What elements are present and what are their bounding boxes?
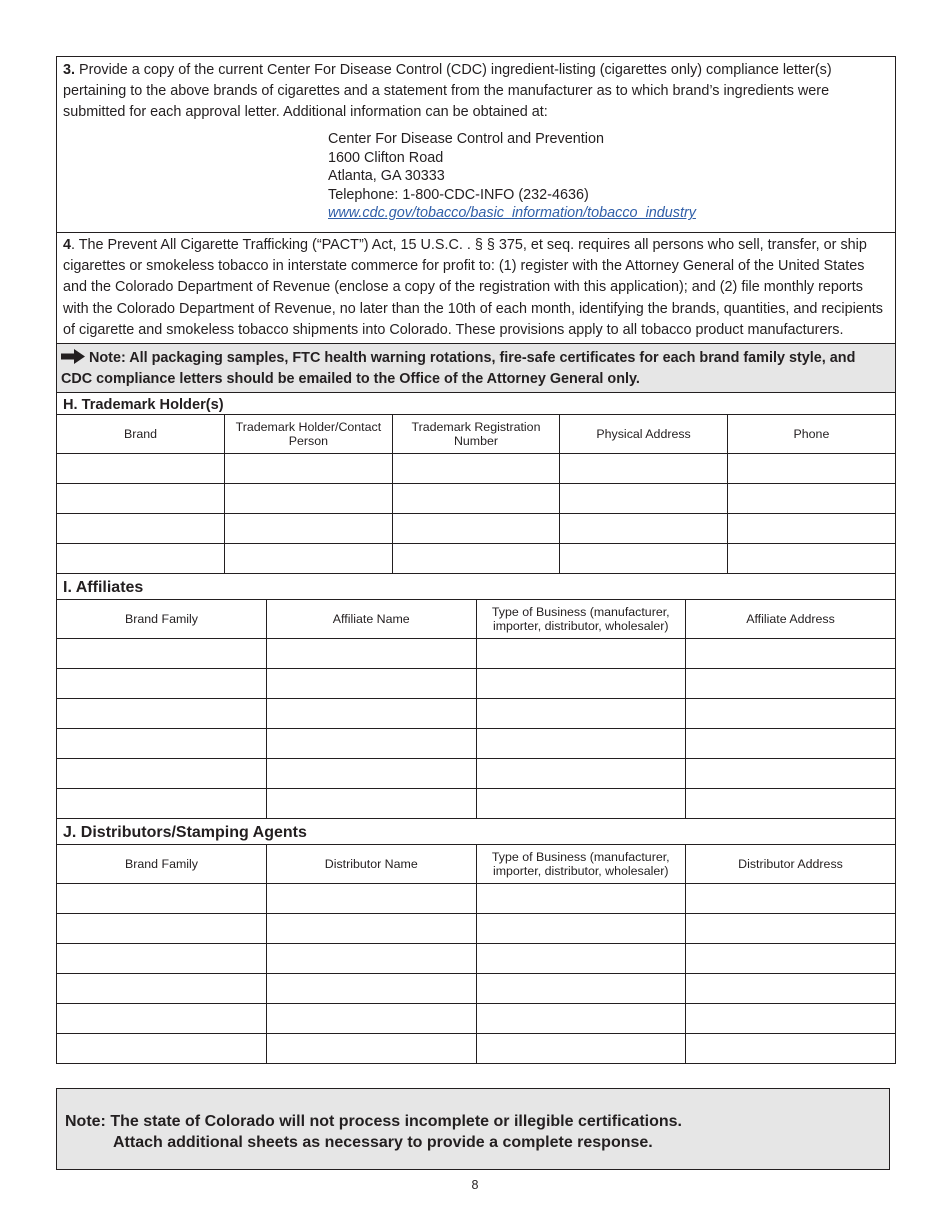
table-cell[interactable] — [57, 513, 225, 543]
table-row — [57, 698, 895, 728]
item-4-text: . The Prevent All Cigarette Trafficking (“PACT”) Act, 15 U.S.C. . § § 375, et seq. requires all persons who sell, transfer, or ship cigarettes or smokeless tobacco in interstate commerce for profit to: (1) register with the Attorney General of the United States and the Colorado Department of Revenue (enclose a copy of the registration with this application); and (2) file monthly reports with the Colorado Department of Revenue, no later than the 10th of each month, identifying the brands, quantities, and recipients of cigarette and smokeless tobacco shipments into Colorado. These provisions apply to all tobacco product manufacturers. — [63, 236, 883, 338]
col-header-trademark-holder: Trademark Holder/Contact Person — [225, 415, 393, 454]
table-row — [57, 1033, 895, 1063]
note-line1: Note: The state of Colorado will not process incomplete or illegible certifications. — [65, 1113, 682, 1130]
table-cell[interactable] — [267, 973, 477, 1003]
table-row — [57, 943, 895, 973]
table-cell[interactable] — [57, 943, 267, 973]
table-cell[interactable] — [267, 728, 477, 758]
table-row — [57, 788, 895, 818]
note-line2: Attach additional sheets as necessary to provide a complete response. — [113, 1134, 653, 1151]
table-cell[interactable] — [57, 973, 267, 1003]
item-3-section — [57, 57, 895, 233]
table-header-row — [57, 845, 895, 884]
table-row — [57, 668, 895, 698]
col-header-phone: Phone — [727, 415, 895, 454]
table-cell[interactable] — [686, 883, 896, 913]
table-cell[interactable] — [225, 513, 393, 543]
table-cell[interactable] — [392, 483, 560, 513]
table-cell[interactable] — [57, 1033, 267, 1063]
table-cell[interactable] — [267, 788, 477, 818]
table-cell[interactable] — [686, 1003, 896, 1033]
email-note-text: Note: All packaging samples, FTC health warning rotations, fire-safe certificates for each brand family style, and CDC compliance letters should be emailed to the Office of the Attorney General only. — [61, 349, 856, 387]
table-cell[interactable] — [57, 483, 225, 513]
table-cell[interactable] — [560, 513, 728, 543]
col-header-brand-family: Brand Family — [57, 600, 267, 639]
table-row — [57, 973, 895, 1003]
table-row — [57, 513, 895, 543]
table-cell[interactable] — [686, 638, 896, 668]
table-cell[interactable] — [57, 728, 267, 758]
table-row — [57, 483, 895, 513]
table-cell[interactable] — [476, 668, 686, 698]
table-cell[interactable] — [267, 913, 477, 943]
table-cell[interactable] — [225, 453, 393, 483]
item-3-paragraph — [63, 60, 889, 123]
table-cell[interactable] — [686, 698, 896, 728]
cdc-address-line3: Atlanta, GA 30333 — [328, 168, 445, 185]
table-cell[interactable] — [476, 913, 686, 943]
table-cell[interactable] — [686, 728, 896, 758]
table-cell[interactable] — [686, 788, 896, 818]
section-j-title: J. Distributors/Stamping Agents — [57, 819, 895, 845]
col-header-brand-family: Brand Family — [57, 845, 267, 884]
col-header-distributor-name: Distributor Name — [267, 845, 477, 884]
cdc-address-line1: Center For Disease Control and Prevention — [328, 131, 604, 147]
email-note — [57, 344, 895, 393]
table-cell[interactable] — [57, 668, 267, 698]
table-cell[interactable] — [267, 758, 477, 788]
cdc-address-block — [328, 130, 889, 224]
table-cell[interactable] — [57, 638, 267, 668]
table-cell[interactable] — [686, 758, 896, 788]
table-cell[interactable] — [267, 943, 477, 973]
table-header-row — [57, 415, 895, 454]
incomplete-certification-note — [56, 1088, 890, 1170]
cdc-address-line2: 1600 Clifton Road — [328, 149, 444, 166]
col-header-brand: Brand — [57, 415, 225, 454]
table-row — [57, 883, 895, 913]
table-cell[interactable] — [686, 1033, 896, 1063]
col-header-type-of-business: Type of Business (manufacturer, importer, distributor, wholesaler) — [476, 600, 686, 639]
table-cell[interactable] — [392, 453, 560, 483]
table-cell[interactable] — [267, 668, 477, 698]
table-row — [57, 758, 895, 788]
col-header-affiliate-address: Affiliate Address — [686, 600, 896, 639]
col-header-type-of-business: Type of Business (manufacturer, importer, distributor, wholesaler) — [476, 845, 686, 884]
table-cell[interactable] — [267, 698, 477, 728]
table-cell[interactable] — [686, 668, 896, 698]
table-cell[interactable] — [225, 543, 393, 573]
table-cell[interactable] — [267, 1033, 477, 1063]
table-cell[interactable] — [57, 883, 267, 913]
table-cell[interactable] — [57, 758, 267, 788]
table-cell[interactable] — [225, 483, 393, 513]
right-arrow-icon — [61, 349, 85, 364]
table-row — [57, 728, 895, 758]
table-cell[interactable] — [476, 943, 686, 973]
table-cell[interactable] — [476, 1033, 686, 1063]
col-header-affiliate-name: Affiliate Name — [267, 600, 477, 639]
table-cell[interactable] — [560, 483, 728, 513]
table-cell[interactable] — [560, 453, 728, 483]
table-cell[interactable] — [57, 698, 267, 728]
table-cell[interactable] — [476, 638, 686, 668]
table-row — [57, 543, 895, 573]
table-cell[interactable] — [392, 513, 560, 543]
table-cell[interactable] — [57, 1003, 267, 1033]
table-cell[interactable] — [267, 1003, 477, 1033]
table-cell[interactable] — [476, 788, 686, 818]
page-number: 8 — [471, 1178, 479, 1192]
affiliates-table — [57, 600, 895, 819]
table-cell[interactable] — [727, 543, 895, 573]
table-row — [57, 1003, 895, 1033]
table-row — [57, 453, 895, 483]
trademark-holders-table — [57, 415, 895, 574]
table-cell[interactable] — [57, 788, 267, 818]
table-row — [57, 913, 895, 943]
item-4-section — [57, 233, 895, 344]
table-cell[interactable] — [476, 883, 686, 913]
table-cell[interactable] — [57, 453, 225, 483]
table-header-row — [57, 600, 895, 639]
cdc-website-link[interactable]: www.cdc.gov/tobacco/basic_information/tobacco_industry — [328, 205, 696, 222]
item-4-number: 4 — [63, 236, 72, 253]
section-i-title: I. Affiliates — [57, 574, 895, 600]
table-cell[interactable] — [560, 543, 728, 573]
col-header-registration-number: Trademark Registration Number — [392, 415, 560, 454]
table-cell[interactable] — [476, 698, 686, 728]
form-frame — [56, 56, 896, 1064]
table-cell[interactable] — [57, 543, 225, 573]
table-cell[interactable] — [392, 543, 560, 573]
item-3-number: 3. — [63, 62, 76, 78]
table-cell[interactable] — [686, 973, 896, 1003]
item-3-text: Provide a copy of the current Center For Disease Control (CDC) ingredient-listing (cigarettes only) compliance letter(s) pertaining to the above brands of cigarettes and a statement from the manufacturer as to which brand’s ingredients were submitted for each approval letter. Additional information can be obtained at: — [63, 62, 832, 120]
distributors-table — [57, 845, 895, 1063]
table-cell[interactable] — [727, 483, 895, 513]
table-row — [57, 638, 895, 668]
table-cell[interactable] — [727, 453, 895, 483]
col-header-physical-address: Physical Address — [560, 415, 728, 454]
table-cell[interactable] — [686, 943, 896, 973]
table-cell[interactable] — [727, 513, 895, 543]
table-cell[interactable] — [476, 758, 686, 788]
cdc-telephone: Telephone: 1-800-CDC-INFO (232-4636) — [328, 186, 589, 203]
table-cell[interactable] — [476, 1003, 686, 1033]
table-cell[interactable] — [476, 728, 686, 758]
table-cell[interactable] — [267, 638, 477, 668]
section-h-title: H. Trademark Holder(s) — [57, 393, 895, 415]
table-cell[interactable] — [267, 883, 477, 913]
table-cell[interactable] — [686, 913, 896, 943]
table-cell[interactable] — [57, 913, 267, 943]
col-header-distributor-address: Distributor Address — [686, 845, 896, 884]
table-cell[interactable] — [476, 973, 686, 1003]
